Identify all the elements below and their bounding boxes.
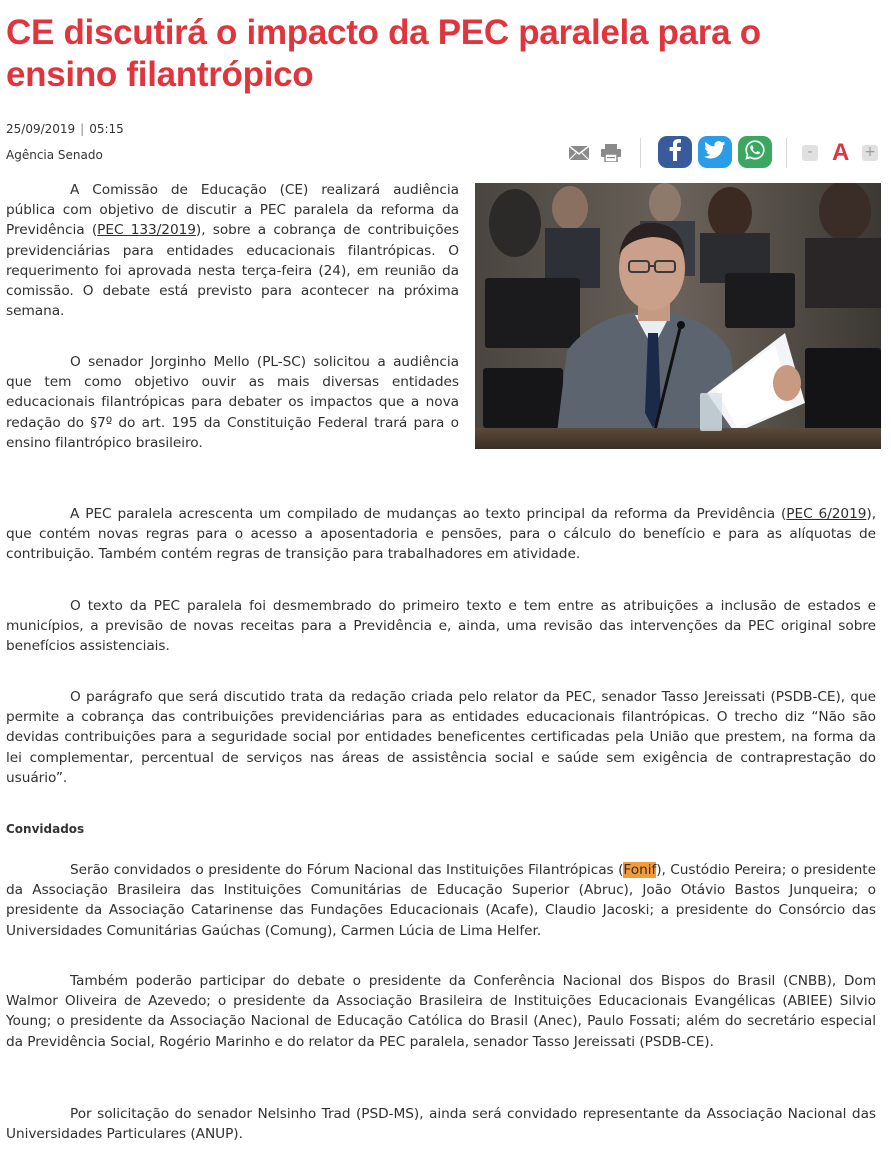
pec-133-2019-link[interactable]: PEC 133/2019 xyxy=(97,222,196,239)
paragraph-1: A Comissão de Educação (CE) realizará audiência pública com objetivo de discutir a PEC paralela da reforma da Previdência (PEC 133/2019), sobre a cobrança de contribuições previdenciárias para entidades educacionais filantrópicas. O requerimento foi aprovada nesta terça-feira (24), em reunião da comissão. O debate está previsto para acontecer na próxima semana. xyxy=(6,182,459,320)
paragraph-5: O parágrafo que será discutido trata da redação criada pelo relator da PEC, senador Tasso Jereissati (PSDB-CE), que permite a cobrança das contribuições previdenciárias para as entidades educacionais filantrópicas. O trecho diz “Não são devidas contribuições para a seguridade social por entidades beneficentes certificadas pela União que prestem, na forma da lei complementar, percentual de serviços nas áreas de assistência social e saúde sem exigência de contraprestação do usuário”. xyxy=(6,689,876,786)
date-separator: | xyxy=(80,122,85,136)
toolbar-divider xyxy=(786,138,787,168)
envelope-icon[interactable] xyxy=(568,144,590,162)
facebook-icon xyxy=(668,139,682,165)
facebook-share-button[interactable] xyxy=(658,136,692,168)
paragraph-3: A PEC paralela acrescenta um compilado de mudanças ao texto principal da reforma da Previdência (PEC 6/2019), que contém novas regras para o acesso a aposentadoria e pensões, para o cálculo do benefício e para as alíquotas de contribuição. Também contém regras de transição para trabalhadores em atividade. xyxy=(6,506,876,563)
twitter-share-button[interactable] xyxy=(698,136,732,168)
article-title: CE discutirá o impacto da PEC paralela para o ensino filantrópico xyxy=(6,13,761,94)
paragraph-4: O texto da PEC paralela foi desmembrado do primeiro texto e tem entre as atribuições a inclusão de estados e municípios, a previsão de novas receitas para a Previdência e, ainda, uma revisão das intervenções da PEC original sobre benefícios assistenciais. xyxy=(6,598,876,655)
pec-6-2019-link[interactable]: PEC 6/2019 xyxy=(786,506,867,522)
highlighted-term: Fonif xyxy=(623,862,657,878)
article-dateline xyxy=(6,122,124,136)
article-time: 05:15 xyxy=(89,122,124,136)
section-subhead: Convidados xyxy=(6,822,85,836)
share-toolbar xyxy=(562,136,876,172)
paragraph-8: Por solicitação do senador Nelsinho Trad (PSD-MS), ainda será convidado representante da Associação Nacional das Universidades Particulares (ANUP). xyxy=(6,1106,876,1143)
decrease-font-button[interactable]: - xyxy=(802,145,818,161)
whatsapp-share-button[interactable] xyxy=(738,136,772,168)
font-size-label[interactable]: A xyxy=(832,139,850,166)
paragraph-6: Serão convidados o presidente do Fórum Nacional das Instituições Filantrópicas (Fonif), Custódio Pereira; o presidente da Associação Brasileira das Instituições Comunitárias de Educação Superior (Abruc), João Otávio Bastos Junqueira; o presidente da Associação Catarinense das Fundações Educacionais (Acafe), Claudio Jacoski; a presidente do Consórcio das Universidades Comunitárias Gaúchas (Comung), Carmen Lúcia de Lima Helfer. xyxy=(6,862,876,939)
toolbar-divider xyxy=(640,138,641,168)
article-photo xyxy=(475,183,881,449)
paragraph-7: Também poderão participar do debate o presidente da Conferência Nacional dos Bispos do Brasil (CNBB), Dom Walmor Oliveira de Azevedo; o presidente da Associação Brasileira de Instituições Educacionais Evangélicas (ABIEE) Silvio Young; o presidente da Associação Nacional de Educação Católica do Brasil (Anec), Paulo Fossati; além do secretário especial da Previdência Social, Rogério Marinho e do relator da PEC paralela, senador Tasso Jereissati (PSDB-CE). xyxy=(6,973,876,1050)
printer-icon[interactable] xyxy=(600,144,622,162)
article-date: 25/09/2019 xyxy=(6,122,76,136)
twitter-icon xyxy=(704,141,726,163)
article-source: Agência Senado xyxy=(6,148,103,162)
paragraph-2: O senador Jorginho Mello (PL-SC) solicitou a audiência que tem como objetivo ouvir as mais diversas entidades educacionais filantrópicas para debater os impactos que a nova redação do §7º do art. 195 da Constituição Federal trará para o ensino filantrópico brasileiro. xyxy=(6,354,459,451)
increase-font-button[interactable]: + xyxy=(862,145,878,161)
whatsapp-icon xyxy=(744,139,766,165)
